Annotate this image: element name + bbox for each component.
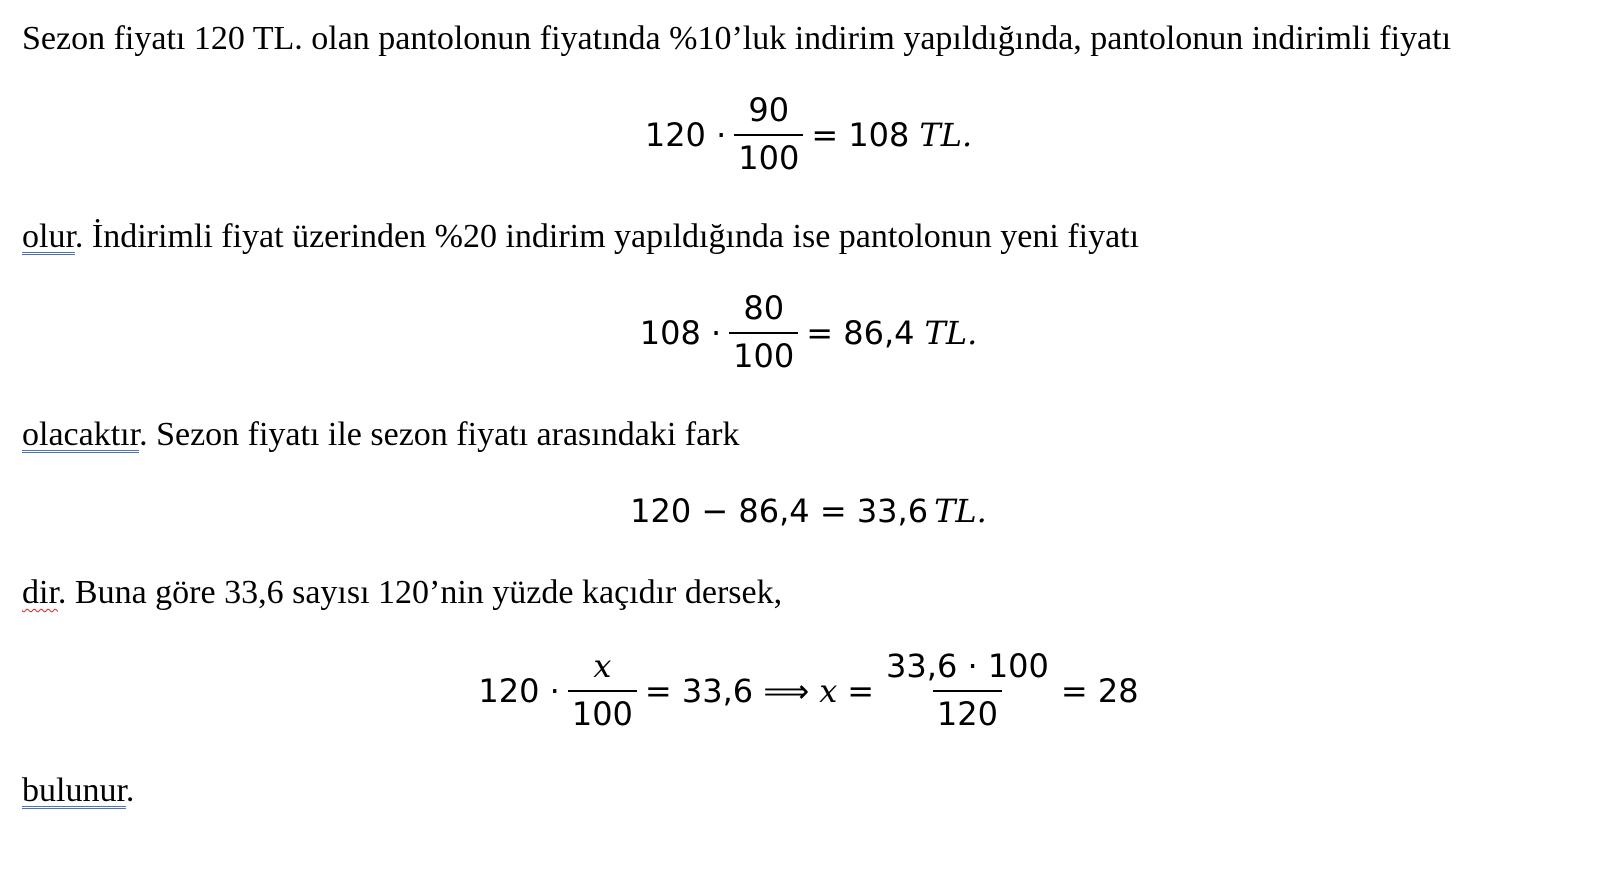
paragraph-5 — [22, 774, 134, 808]
equation-1-left: 120 · — [644, 115, 727, 154]
paragraph-5-text: . — [125, 772, 135, 809]
equation-4 — [0, 647, 1617, 733]
paragraph-4 — [22, 576, 782, 610]
spell-underlined-word[interactable]: olur — [22, 218, 75, 255]
equation-2-left: 108 · — [639, 313, 722, 352]
equation-2-denominator: 100 — [729, 332, 798, 374]
spell-underlined-word[interactable]: olacaktır — [22, 416, 140, 453]
equation-1-right: = 108 — [811, 115, 910, 154]
equation-3-expression: 120 − 86,4 = 33,6 — [630, 492, 929, 530]
equation-3 — [0, 492, 1617, 530]
paragraph-4-text: . Buna göre 33,6 sayısı 120’nin yüzde kaçıdır dersek, — [57, 574, 783, 611]
equation-4-middle: = 33,6 ⟹ — [644, 671, 810, 710]
equation-4-denominator-1: 100 — [568, 690, 637, 732]
equation-2-numerator: 80 — [743, 289, 785, 327]
equation-4-right: = 28 — [1060, 671, 1139, 710]
paragraph-2 — [22, 220, 1139, 254]
paragraph-3-text: . Sezon fiyatı ile sezon fiyatı arasındaki fark — [139, 416, 740, 453]
equation-3-unit: TL. — [934, 492, 987, 530]
spell-error-word[interactable]: dir — [22, 574, 58, 611]
equation-2-right: = 86,4 — [806, 313, 915, 352]
equation-1-numerator: 90 — [748, 91, 790, 129]
paragraph-3 — [22, 418, 740, 452]
equation-2-fraction — [729, 289, 798, 375]
equation-1-fraction — [734, 91, 803, 177]
equation-4-equals: = — [847, 671, 875, 710]
equation-4-numerator-2: 33,6 · 100 — [886, 647, 1049, 685]
spell-underlined-word[interactable]: bulunur — [22, 772, 126, 809]
equation-4-numerator-1: x — [593, 647, 612, 685]
equation-4-left: 120 · — [478, 671, 560, 710]
paragraph-1-text: Sezon fiyatı 120 TL. olan pantolonun fiyatında %10’luk indirim yapıldığında, pantolonun indirimli fiyatı — [22, 20, 1452, 57]
equation-1-unit: TL. — [919, 115, 973, 154]
paragraph-1 — [22, 22, 1451, 56]
equation-4-variable: x — [819, 671, 838, 710]
equation-2 — [0, 289, 1617, 375]
equation-4-denominator-2: 120 — [933, 690, 1002, 732]
equation-4-fraction-2 — [882, 647, 1053, 733]
equation-2-unit: TL. — [924, 313, 978, 352]
paragraph-2-text: . İndirimli fiyat üzerinden %20 indirim yapıldığında ise pantolonun yeni fiyatı — [74, 218, 1140, 255]
equation-1 — [0, 91, 1617, 177]
equation-1-denominator: 100 — [734, 134, 803, 176]
equation-4-fraction-1 — [568, 647, 637, 733]
